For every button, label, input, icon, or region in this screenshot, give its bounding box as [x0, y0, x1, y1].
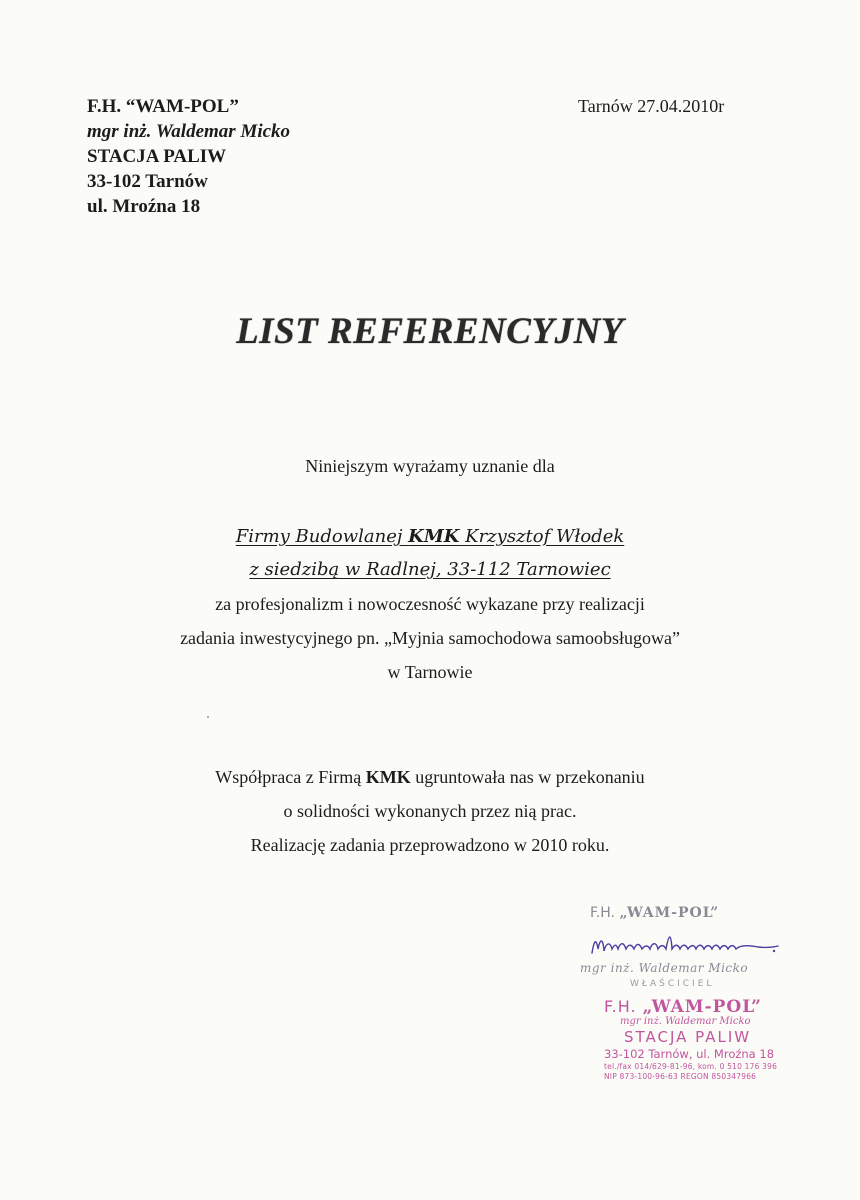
- details-line-3: w Tarnowie: [387, 662, 473, 682]
- paper-speck: [207, 716, 209, 718]
- paragraph-2-line-3: Realizację zadania przeprowadzono w 2010 roku.: [250, 835, 610, 855]
- paragraph-2-line-1: [0, 760, 860, 794]
- stamp2-brand: „WAM-POL”: [642, 997, 762, 1017]
- paragraph-2: [0, 760, 860, 862]
- p2-before: Współpraca z Firmą: [215, 767, 362, 787]
- recipient-name-prefix: Firmy Budowlanej: [235, 526, 403, 547]
- sender-street: ul. Mroźna 18: [87, 196, 201, 217]
- sender-city: 33-102 Tarnów: [87, 171, 208, 192]
- stamp1-brand: „WAM-POL”: [619, 905, 720, 921]
- paragraph-2-line-2: o solidności wykonanych przez nią prac.: [283, 801, 577, 821]
- sender-company: F.H. “WAM-POL”: [87, 96, 239, 117]
- p2-bold: KMK: [365, 767, 411, 787]
- place-date: Tarnów 27.04.2010r: [578, 96, 725, 116]
- details-line-1: za profesjonalizm i nowoczesność wykazane przy realizacji: [215, 594, 645, 614]
- stamp2-ids: NIP 873-100-96-63 REGON 850347966: [604, 1072, 757, 1081]
- sender-business: STACJA PALIW: [87, 146, 227, 167]
- details-line-2: zadania inwestycyjnego pn. „Myjnia samochodowa samoobsługowa”: [180, 628, 680, 648]
- stamp2-prefix: F.H.: [604, 997, 637, 1016]
- p2-after: ugruntowała nas w przekonaniu: [415, 767, 645, 787]
- details-block: [0, 587, 860, 689]
- company-stamp: [604, 997, 800, 1081]
- intro-text: Niniejszym wyrażamy uznanie dla: [305, 456, 555, 476]
- recipient-name: [0, 520, 860, 553]
- sender-block: [87, 94, 290, 219]
- sender-owner: mgr inż. Waldemar Micko: [87, 121, 291, 142]
- recipient-seat: z siedzibą w Radlnej, 33-112 Tarnowiec: [249, 559, 611, 580]
- stamp2-name: mgr inż. Waldemar Micko: [620, 1016, 751, 1027]
- signature-stamp-header: [590, 905, 719, 921]
- stamp-and-signature: [560, 905, 800, 1095]
- stamp1-prefix: F.H.: [590, 905, 615, 921]
- stamp2-phone: tel./fax 014/629-81-96, kom. 0 510 176 396: [604, 1062, 778, 1071]
- recipient-name-bold: KMK: [408, 526, 460, 547]
- handwritten-signature: [588, 927, 788, 961]
- stamp2-station: STACJA PALIW: [624, 1028, 752, 1046]
- recipient-block: [0, 520, 860, 586]
- recipient-name-suffix: Krzysztof Włodek: [465, 526, 625, 547]
- stamp1-role: WŁAŚCICIEL: [630, 979, 715, 989]
- stamp2-address: 33-102 Tarnów, ul. Mroźna 18: [604, 1047, 775, 1061]
- stamp2-brand-line: [604, 997, 800, 1017]
- document-title: LIST REFERENCYJNY: [236, 311, 624, 352]
- stamp1-name: mgr inż. Waldemar Micko: [580, 961, 749, 975]
